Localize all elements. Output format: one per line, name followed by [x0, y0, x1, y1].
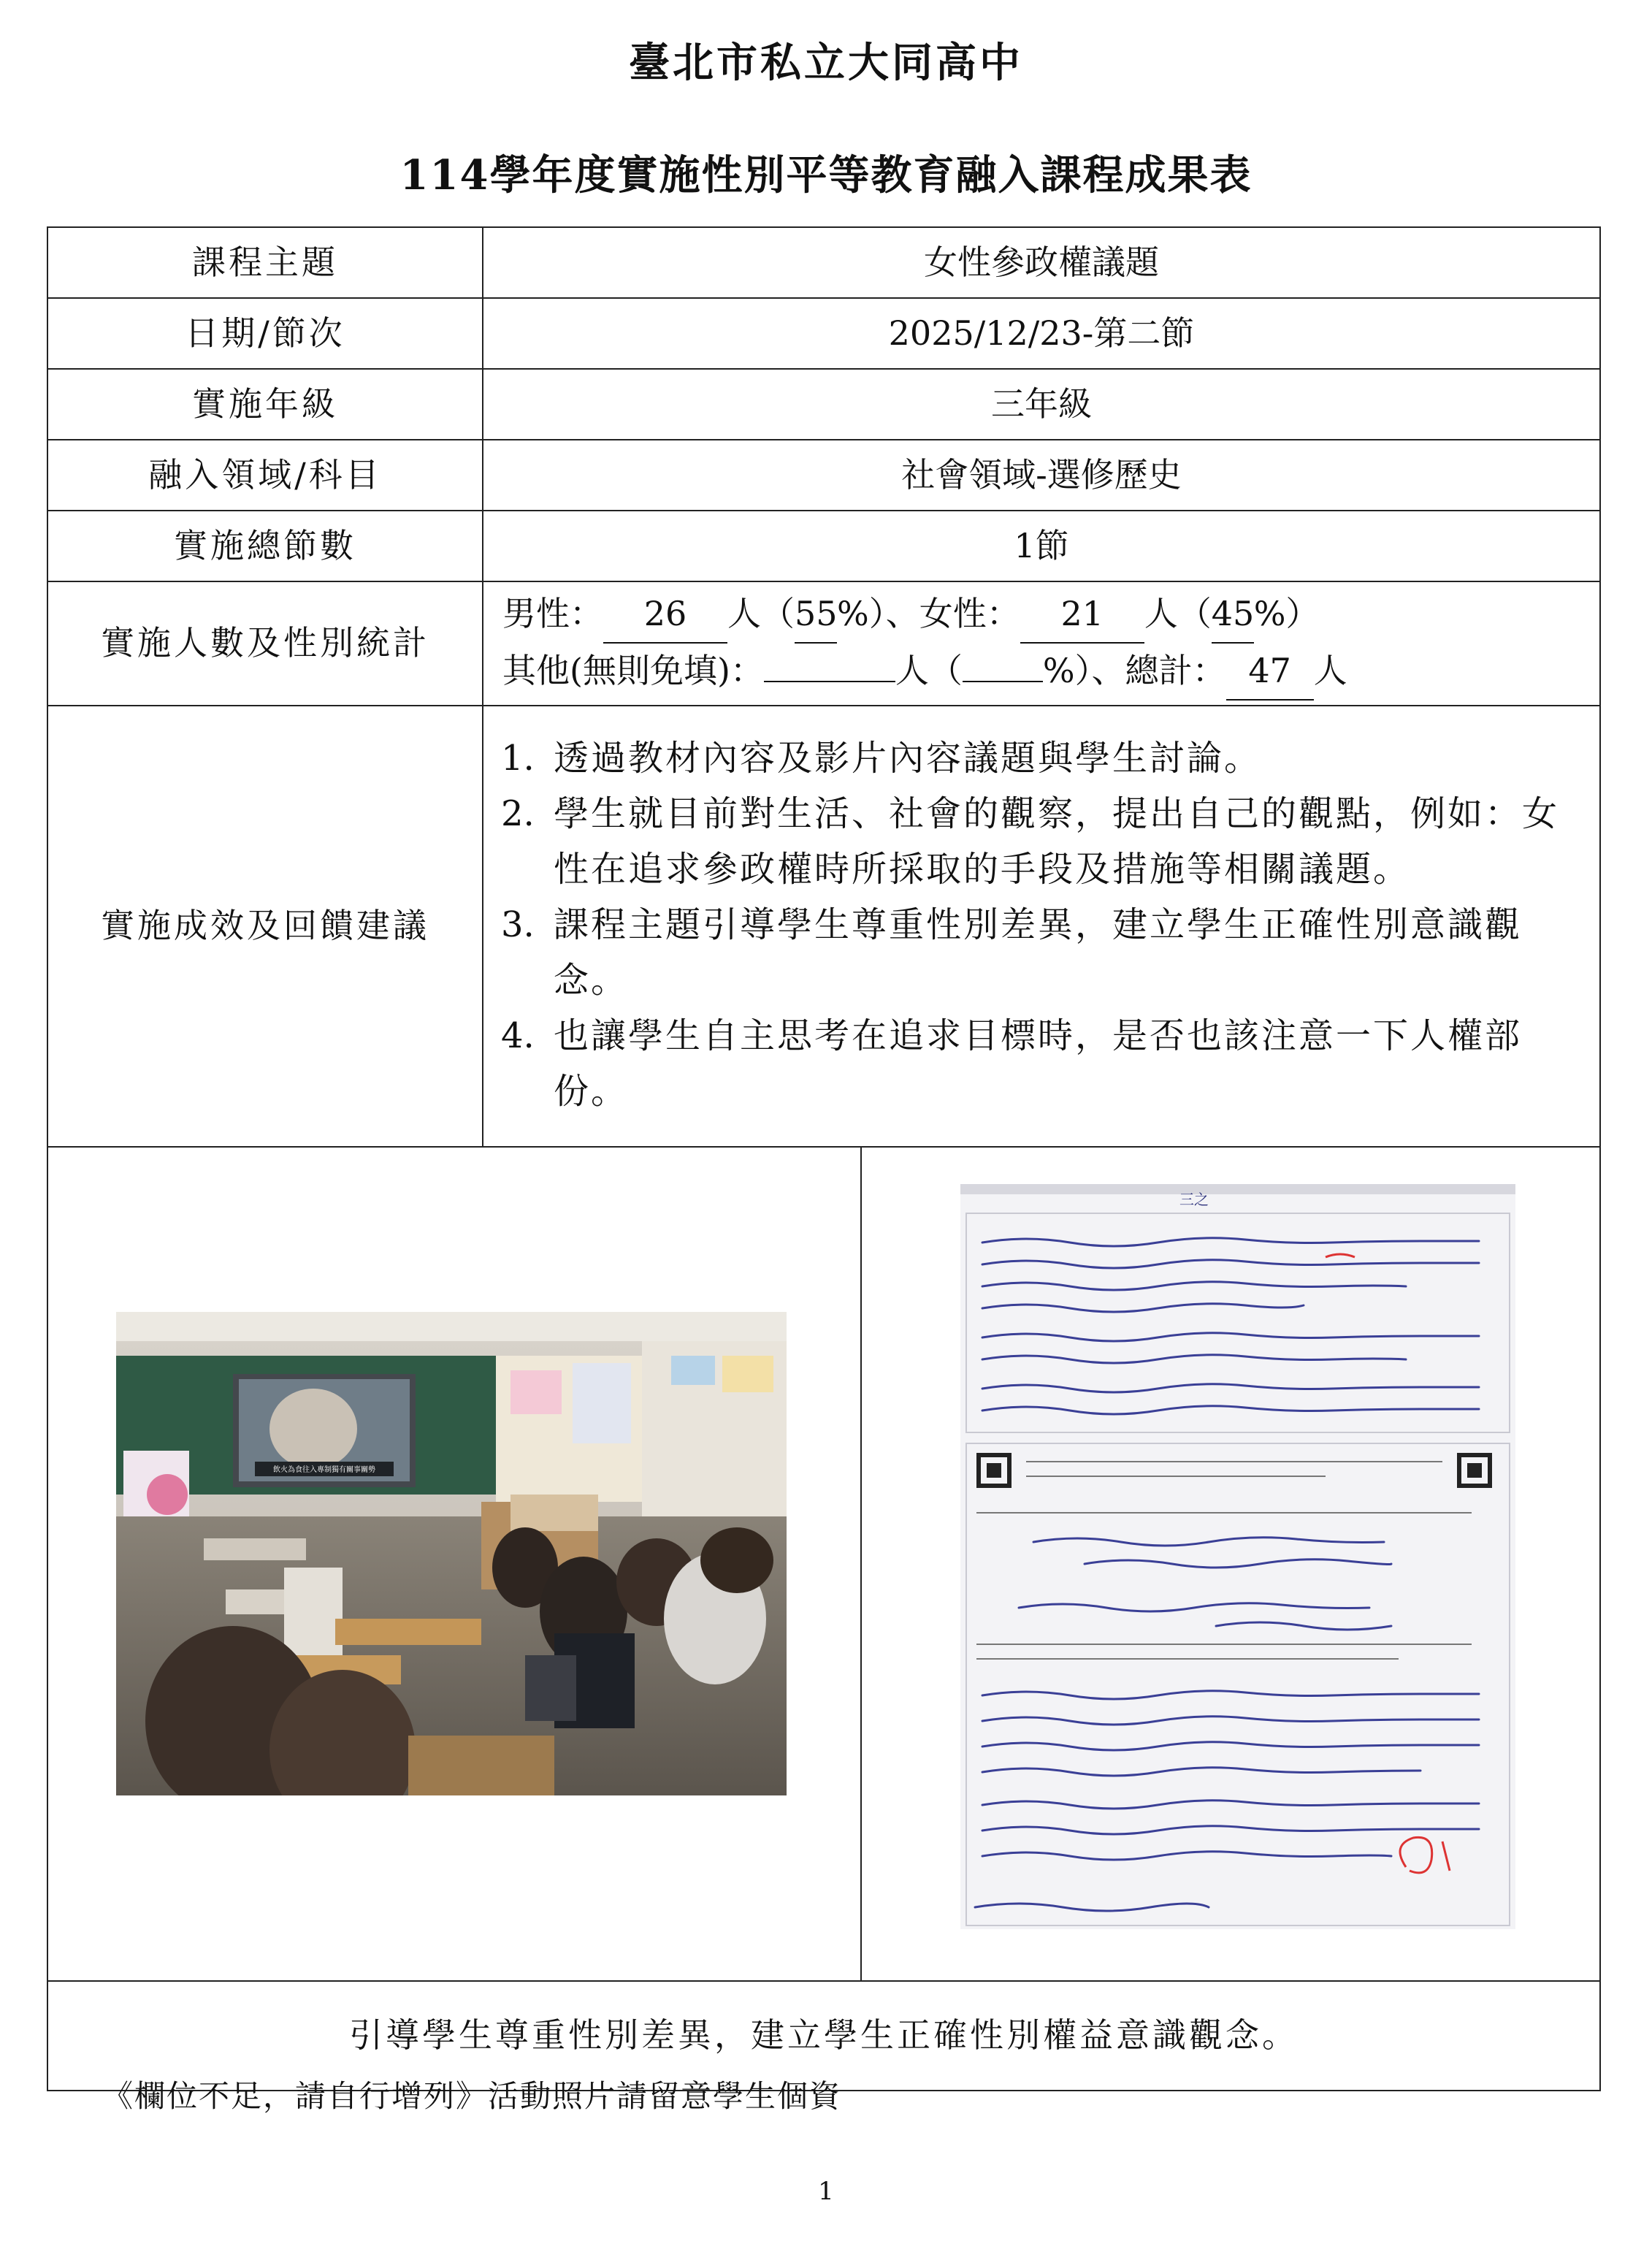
- female-count: 21: [1020, 587, 1144, 644]
- date-label: 日期/節次: [47, 298, 483, 369]
- domain-label: 融入領域/科目: [47, 440, 483, 511]
- male-pct: 55: [795, 587, 837, 644]
- row-topic: [47, 227, 1600, 298]
- other-label: 其他(無則免填)：: [502, 650, 764, 690]
- school-name: 臺北市私立大同高中: [629, 39, 1023, 87]
- female-pct: 45: [1212, 587, 1254, 644]
- row-feedback: [47, 706, 1600, 1147]
- grade-value: 三年級: [483, 369, 1600, 440]
- domain-value: 社會領域-選修歷史: [483, 440, 1600, 511]
- other-paren: （: [928, 650, 963, 690]
- stats-value: [483, 581, 1600, 706]
- feedback-list: [483, 723, 1599, 1129]
- male-unit: 人: [727, 594, 761, 633]
- total-label: 、總計：: [1091, 650, 1226, 690]
- row-photos: [47, 1147, 1600, 1981]
- other-count: [764, 681, 895, 682]
- result-form-table: [47, 226, 1601, 2091]
- total-unit: 人: [1313, 650, 1347, 690]
- female-pct-close: %）: [1253, 594, 1320, 633]
- feedback-item: 1. 透過教材內容及影片內容議題與學生討論。: [501, 737, 1262, 779]
- row-date: [47, 298, 1600, 369]
- total-count: 47: [1226, 644, 1314, 701]
- feedback-item: 4. 也讓學生自主思考在追求目標時，是否也該注意一下人權部份。: [501, 1015, 1523, 1112]
- female-unit: 人: [1144, 594, 1178, 633]
- worksheet-photo-cell: [861, 1147, 1600, 1981]
- stats-line-1: [502, 587, 1580, 644]
- periods-value: 1節: [483, 511, 1600, 581]
- stats-label: 實施人數及性別統計: [47, 581, 483, 706]
- other-pct-close: %）: [1042, 650, 1092, 690]
- row-grade: [47, 369, 1600, 440]
- video-subtitle: 飲火為食往入專制獨有關事關勢: [273, 1465, 375, 1474]
- page-number: 1: [818, 2177, 834, 2206]
- feedback-item: 3. 課程主題引導學生尊重性別差異，建立學生正確性別意識觀念。: [501, 904, 1523, 1001]
- form-title: 114學年度實施性別平等教育融入課程成果表: [399, 151, 1253, 199]
- female-paren: （: [1177, 594, 1212, 633]
- row-stats: [47, 581, 1600, 706]
- other-unit: 人: [895, 650, 929, 690]
- worksheet-class: 三之: [1179, 1190, 1209, 1208]
- male-count: 26: [603, 587, 727, 644]
- summary-text: 引導學生尊重性別差異，建立學生正確性別權益意識觀念。: [47, 1981, 1600, 2091]
- feedback-label: 實施成效及回饋建議: [47, 706, 483, 1147]
- other-pct: [963, 681, 1043, 682]
- date-value: 2025/12/23-第二節: [483, 298, 1600, 369]
- feedback-value: [483, 706, 1600, 1147]
- topic-label: 課程主題: [47, 227, 483, 298]
- feedback-item: 2. 學生就目前對生活、社會的觀察，提出自己的觀點，例如：女性在追求參政權時所採取的手段及措施等相關議題。: [501, 793, 1560, 890]
- periods-label: 實施總節數: [47, 511, 483, 581]
- footnote: 《欄位不足，請自行增列》活動照片請留意學生個資: [102, 2078, 842, 2114]
- worksheet-photo: [960, 1184, 1515, 1929]
- male-label: 男性：: [502, 594, 603, 633]
- row-periods: [47, 511, 1600, 581]
- topic-value: 女性參政權議題: [483, 227, 1600, 298]
- stats-line-2: [502, 644, 1580, 701]
- grade-label: 實施年級: [47, 369, 483, 440]
- row-domain: [47, 440, 1600, 511]
- male-pct-close: %）: [837, 594, 886, 633]
- classroom-photo-cell: [47, 1147, 861, 1981]
- male-paren: （: [761, 594, 795, 633]
- classroom-photo: [116, 1312, 787, 1795]
- female-label: 、女性：: [885, 594, 1020, 633]
